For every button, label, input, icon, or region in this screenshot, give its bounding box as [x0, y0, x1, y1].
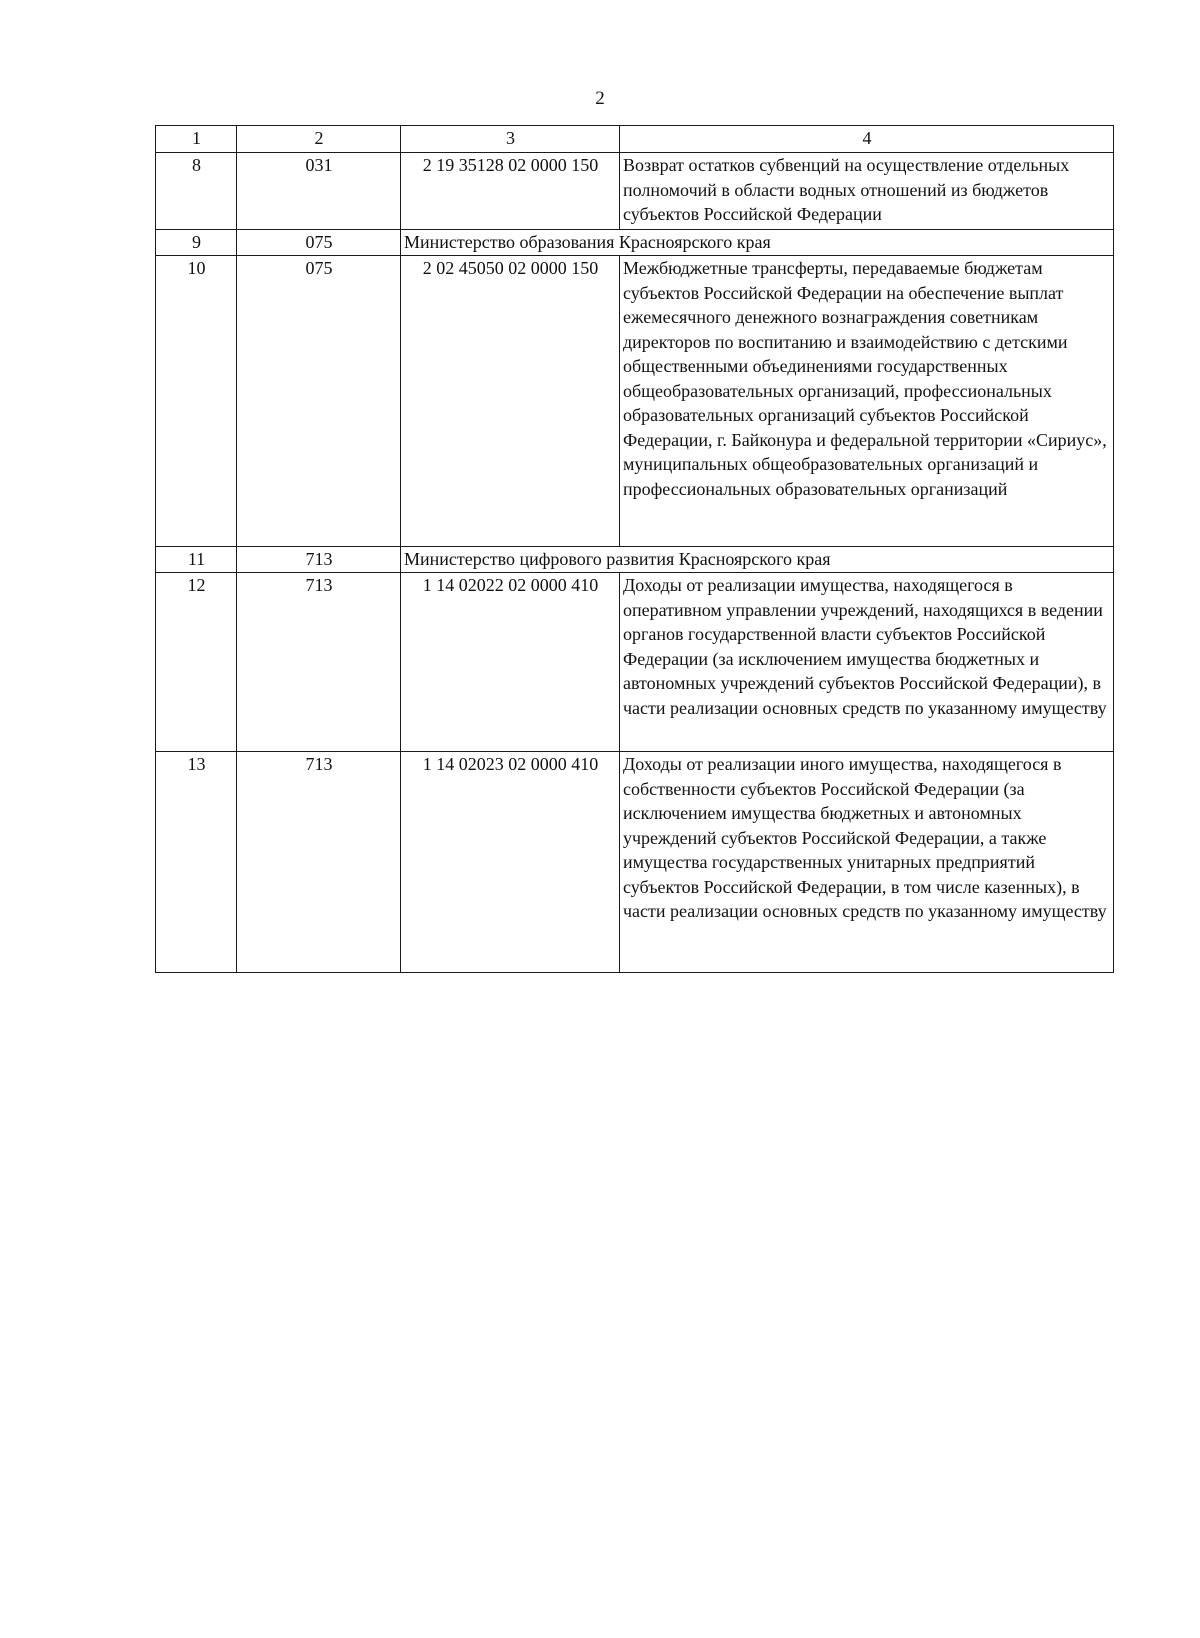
- revenue-description: Возврат остатков субвенций на осуществление отдельных полномочий в области водных отношений из бюджетов субъектов Российской Федерации: [620, 153, 1114, 230]
- budget-classification-code: 1 14 02023 02 0000 410: [401, 752, 620, 973]
- table-row: [156, 752, 1114, 973]
- budget-classification-code: 2 19 35128 02 0000 150: [401, 153, 620, 230]
- administrator-code: 075: [237, 230, 401, 256]
- administrator-code: 713: [237, 547, 401, 573]
- header-col-2: 2: [237, 126, 401, 153]
- row-number: 9: [156, 230, 237, 256]
- row-number: 8: [156, 153, 237, 230]
- table-row: [156, 256, 1114, 547]
- table-row: [156, 573, 1114, 752]
- table-row: [156, 230, 1114, 256]
- organization-name: Министерство цифрового развития Красноярского края: [401, 547, 1114, 573]
- revenue-description: Доходы от реализации имущества, находящегося в оперативном управлении учреждений, находящихся в ведении органов государственной власти субъектов Российской Федерации (за исключением имущества бюджетных и автономных учреждений субъектов Российской Федерации), в части реализации основных средств по указанному имуществу: [620, 573, 1114, 752]
- revenue-codes-table: [155, 125, 1114, 973]
- organization-name: Министерство образования Красноярского края: [401, 230, 1114, 256]
- header-col-3: 3: [401, 126, 620, 153]
- header-col-4: 4: [620, 126, 1114, 153]
- row-number: 13: [156, 752, 237, 973]
- revenue-description: Межбюджетные трансферты, передаваемые бюджетам субъектов Российской Федерации на обеспечение выплат ежемесячного денежного вознаграждения советникам директоров по воспитанию и взаимодействию с детскими общественными объединениями государственных общеобразовательных организаций, профессиональных образовательных организаций субъектов Российской Федерации, г. Байконура и федеральной территории «Сириус», муниципальных общеобразовательных организаций и профессиональных образовательных организаций: [620, 256, 1114, 547]
- table-header-row: [156, 126, 1114, 153]
- budget-classification-code: 2 02 45050 02 0000 150: [401, 256, 620, 547]
- administrator-code: 031: [237, 153, 401, 230]
- revenue-description: Доходы от реализации иного имущества, находящегося в собственности субъектов Российской Федерации (за исключением имущества бюджетных и автономных учреждений субъектов Российской Федерации, а также имущества государственных унитарных предприятий субъектов Российской Федерации, в том числе казенных), в части реализации основных средств по указанному имуществу: [620, 752, 1114, 973]
- row-number: 12: [156, 573, 237, 752]
- administrator-code: 713: [237, 752, 401, 973]
- row-number: 10: [156, 256, 237, 547]
- header-col-1: 1: [156, 126, 237, 153]
- administrator-code: 075: [237, 256, 401, 547]
- table-row: [156, 153, 1114, 230]
- page-number: 2: [595, 88, 605, 109]
- table-row: [156, 547, 1114, 573]
- administrator-code: 713: [237, 573, 401, 752]
- budget-classification-code: 1 14 02022 02 0000 410: [401, 573, 620, 752]
- row-number: 11: [156, 547, 237, 573]
